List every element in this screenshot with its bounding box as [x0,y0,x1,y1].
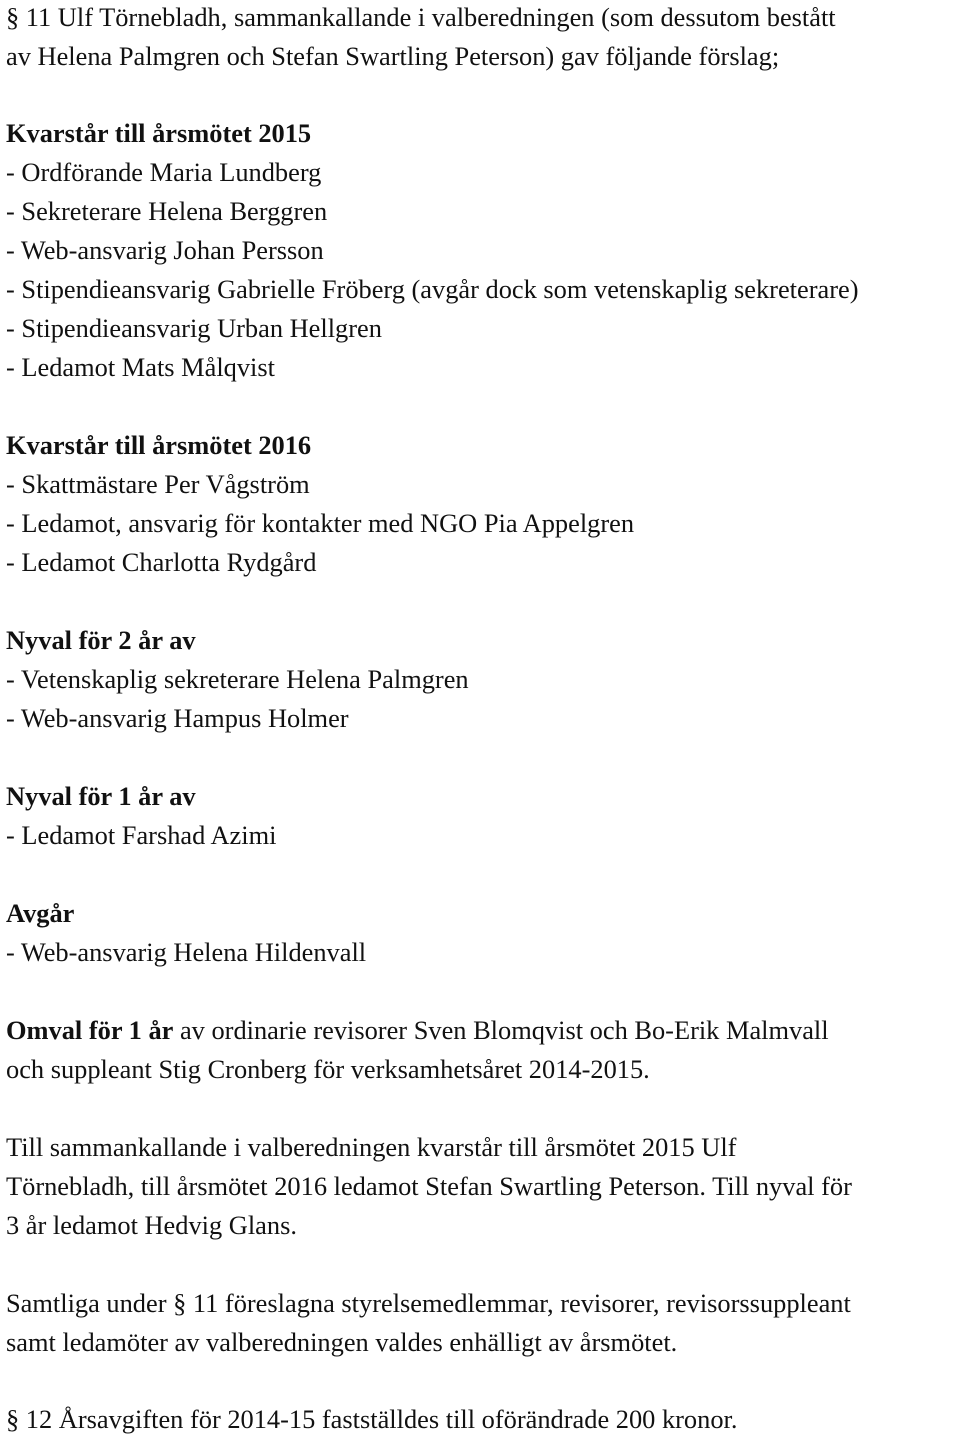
valberedning-line-2: Törnebladh, till årsmötet 2016 ledamot Stefan Swartling Peterson. Till nyval för [6,1171,852,1201]
list-item: - Ledamot Farshad Azimi [6,820,277,850]
omval-paragraph-line-1 [6,1017,829,1043]
list-item: - Ordförande Maria Lundberg [6,157,322,187]
list-item: - Ledamot Charlotta Rydgård [6,547,317,577]
list-item: - Ledamot, ansvarig för kontakter med NGO Pia Appelgren [6,508,635,538]
list-item: - Vetenskaplig sekreterare Helena Palmgren [6,664,469,694]
list-item: - Skattmästare Per Vågström [6,469,310,499]
list-item: - Web-ansvarig Helena Hildenvall [6,937,367,967]
intro-line-2: av Helena Palmgren och Stefan Swartling Peterson) gav följande förslag; [6,41,780,71]
paragraph-12: § 12 Årsavgiften för 2014-15 fastställdes till oförändrade 200 kronor. [6,1404,738,1434]
list-item: - Ledamot Mats Målqvist [6,352,275,382]
list-item: - Stipendieansvarig Gabrielle Fröberg (avgår dock som vetenskaplig sekreterare) [6,274,859,304]
list-item: - Stipendieansvarig Urban Hellgren [6,313,382,343]
samtliga-line-1: Samtliga under § 11 föreslagna styrelsemedlemmar, revisorer, revisorssuppleant [6,1288,851,1318]
section-heading: Kvarstår till årsmötet 2015 [6,118,312,148]
section-heading: Nyval för 1 år av [6,781,196,811]
list-item: - Web-ansvarig Johan Persson [6,235,324,265]
list-item: - Web-ansvarig Hampus Holmer [6,703,349,733]
valberedning-line-3: 3 år ledamot Hedvig Glans. [6,1210,297,1240]
omval-rest: av ordinarie revisorer Sven Blomqvist och Bo-Erik Malmvall [173,1015,829,1045]
section-heading: Avgår [6,898,75,928]
list-item: - Sekreterare Helena Berggren [6,196,328,226]
intro-line-1: § 11 Ulf Törnebladh, sammankallande i valberedningen (som dessutom bestått [6,2,836,32]
section-heading: Kvarstår till årsmötet 2016 [6,430,312,460]
samtliga-line-2: samt ledamöter av valberedningen valdes enhälligt av årsmötet. [6,1327,678,1357]
section-heading: Nyval för 2 år av [6,625,196,655]
valberedning-line-1: Till sammankallande i valberedningen kvarstår till årsmötet 2015 Ulf [6,1132,737,1162]
omval-paragraph-line-2: och suppleant Stig Cronberg för verksamhetsåret 2014-2015. [6,1054,650,1084]
omval-bold: Omval för 1 år [6,1015,174,1045]
